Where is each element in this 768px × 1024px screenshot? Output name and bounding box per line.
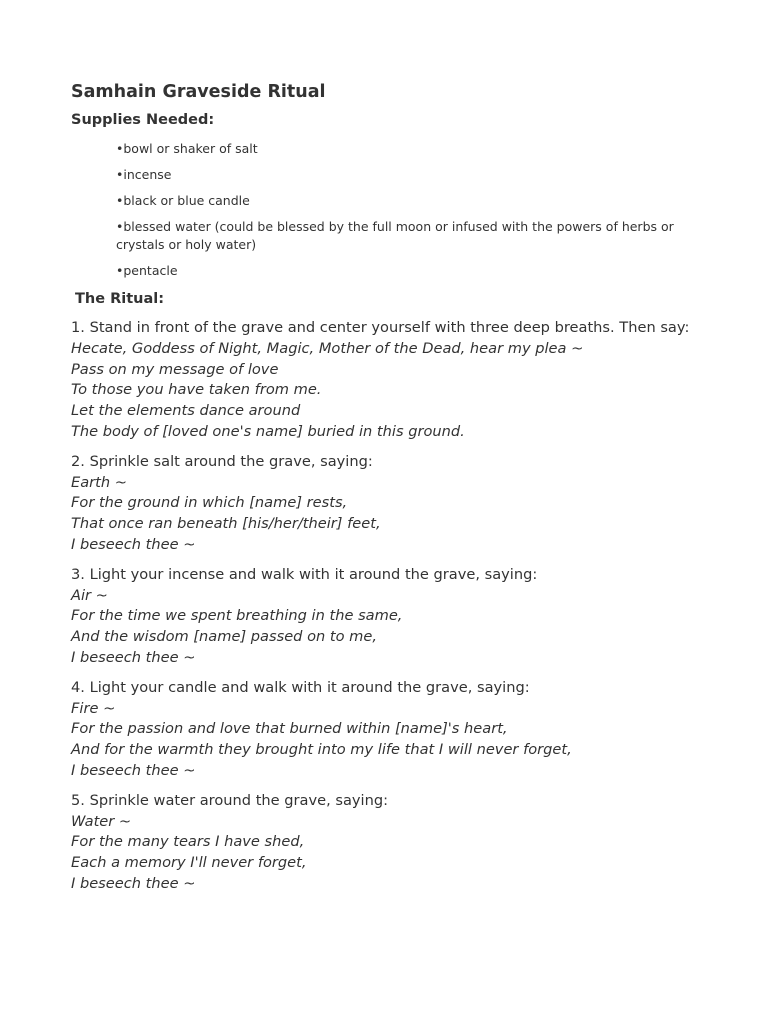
supply-item: •black or blue candle <box>116 193 250 208</box>
chant-line: Earth ~ <box>71 473 128 491</box>
ritual-heading: The Ritual: <box>75 291 165 307</box>
ritual-step-3 <box>71 565 711 669</box>
chant-line: I beseech thee ~ <box>71 874 196 892</box>
chant-line: That once ran beneath [his/her/their] feet, <box>71 515 381 533</box>
supply-item: •incense <box>116 167 172 182</box>
chant-line: For the passion and love that burned within [name]'s heart, <box>71 720 508 738</box>
chant-line: I beseech thee ~ <box>71 535 196 553</box>
supplies-list <box>116 140 696 288</box>
chant-line: Water ~ <box>71 812 132 830</box>
chant-line: And the wisdom [name] passed on to me, <box>71 628 378 646</box>
chant-line: For the many tears I have shed, <box>71 833 305 851</box>
step-instruction: 5. Sprinkle water around the grave, saying: <box>71 791 389 809</box>
chant-line: Let the elements dance around <box>71 402 301 420</box>
chant-line: For the time we spent breathing in the same, <box>71 607 403 625</box>
chant-line: Air ~ <box>71 586 108 604</box>
chant-line: I beseech thee ~ <box>71 648 196 666</box>
chant-line: Fire ~ <box>71 699 116 717</box>
chant-line: For the ground in which [name] rests, <box>71 494 348 512</box>
supply-item: •blessed water (could be blessed by the full moon or infused with the powers of herbs or crystals or holy water) <box>116 219 674 252</box>
ritual-step-4 <box>71 678 711 782</box>
document-title: Samhain Graveside Ritual <box>71 82 326 102</box>
supply-item: •bowl or shaker of salt <box>116 141 258 156</box>
ritual-steps <box>71 318 711 904</box>
chant-line: To those you have taken from me. <box>71 381 322 399</box>
chant-line: The body of [loved one's name] buried in this ground. <box>71 422 465 440</box>
step-instruction: 1. Stand in front of the grave and center yourself with three deep breaths. Then say: <box>71 319 690 336</box>
chant-line: I beseech thee ~ <box>71 761 196 779</box>
supplies-heading: Supplies Needed: <box>71 112 215 128</box>
ritual-step-1 <box>71 318 711 443</box>
supply-item: •pentacle <box>116 263 178 278</box>
step-instruction: 2. Sprinkle salt around the grave, saying: <box>71 452 373 470</box>
ritual-step-5 <box>71 791 711 895</box>
chant-line: Pass on my message of love <box>71 360 279 378</box>
ritual-step-2 <box>71 452 711 556</box>
step-instruction: 4. Light your candle and walk with it around the grave, saying: <box>71 678 530 696</box>
chant-line: And for the warmth they brought into my life that I will never forget, <box>71 741 572 759</box>
chant-line: Hecate, Goddess of Night, Magic, Mother of the Dead, hear my plea ~ <box>71 339 584 357</box>
chant-line: Each a memory I'll never forget, <box>71 854 307 872</box>
step-instruction: 3. Light your incense and walk with it around the grave, saying: <box>71 565 538 583</box>
